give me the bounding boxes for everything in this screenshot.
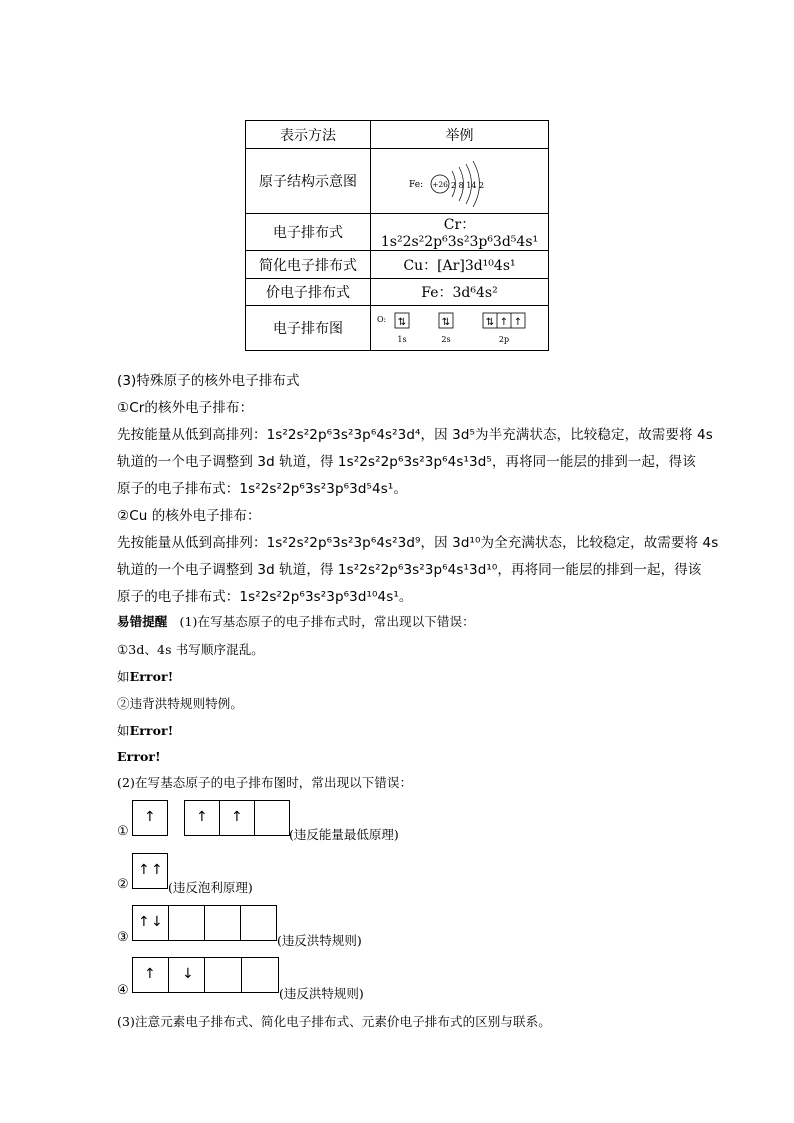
shell-electron-counts: 2 8 14 2 — [450, 181, 484, 190]
diagram-3-number: ③ — [117, 930, 129, 945]
up-arrow-icon: ↑ — [138, 914, 150, 930]
up-arrow-icon: ↑ — [151, 862, 163, 878]
up-arrow-icon: ↑ — [231, 809, 243, 825]
diagram-2-box — [132, 853, 168, 889]
up-arrow-icon: ↑ — [144, 966, 156, 982]
note-text: (1)在写基态原子的电子排布式时，常出现以下错误： — [179, 614, 475, 629]
table-row — [246, 149, 549, 214]
table-row — [246, 306, 549, 351]
table-header-row — [246, 121, 549, 149]
cu-paragraph-line: 原子的电子排布式：1s²2s²2p⁶3s²3p⁶3d¹⁰4s¹。 — [117, 589, 413, 605]
notation-table — [245, 120, 549, 351]
table-cell-example — [371, 306, 549, 351]
oxygen-orbital-diagram — [375, 308, 545, 348]
table-cell-method: 电子排布图 — [246, 306, 371, 351]
orbital-sub-2p: 2p — [498, 335, 509, 344]
up-electron-icon: ↑ — [513, 317, 522, 328]
cu-title: ②Cu 的核外电子排布： — [117, 508, 261, 524]
orbital-label: O: — [376, 315, 386, 324]
orbital-sub-2s: 2s — [440, 335, 451, 344]
example-1-error: Error! — [129, 669, 174, 684]
diagram-4-box — [132, 957, 279, 993]
table-cell-example: Fe：3d⁶4s² — [371, 279, 549, 306]
note-3: (3)注意元素电子排布式、简化电子排布式、元素价电子排布式的区别与联系。 — [117, 1014, 551, 1029]
table-cell-method: 简化电子排布式 — [246, 251, 371, 279]
down-arrow-icon: ↓ — [182, 966, 194, 982]
diagram-3-box — [132, 905, 277, 941]
diagram-1-box-a — [132, 800, 168, 836]
diagram-1-number: ① — [117, 824, 129, 839]
diagram-1-caption: (违反能量最低原理) — [289, 827, 399, 842]
orbital-sub-1s: 1s — [396, 335, 407, 344]
paired-electrons-icon: ⇅ — [397, 317, 406, 328]
fe-atom-structure-diagram — [405, 155, 515, 207]
paired-electrons-icon: ⇅ — [485, 317, 494, 328]
up-arrow-icon: ↑ — [138, 862, 150, 878]
diagram-1-box-b — [184, 800, 290, 836]
fe-label: Fe: — [408, 180, 423, 190]
table-row — [246, 251, 549, 279]
example-1 — [117, 667, 173, 685]
table-cell-example — [371, 149, 549, 214]
cr-paragraph-line: 先按能量从低到高排列：1s²2s²2p⁶3s²3p⁶4s²3d⁴，因 3d⁵为半充满状态，比较稳定，故需要将 4s — [117, 427, 713, 443]
error-3: Error! — [117, 749, 161, 764]
example-1-prefix: 如 — [117, 669, 130, 684]
down-arrow-icon: ↓ — [151, 914, 163, 930]
note-line — [117, 612, 475, 630]
diagram-4-number: ④ — [117, 983, 129, 998]
table-cell-method: 价电子排布式 — [246, 279, 371, 306]
diagram-4-caption: (违反洪特规则) — [279, 986, 364, 1001]
cu-paragraph-line: 轨道的一个电子调整到 3d 轨道，得 1s²2s²2p⁶3s²3p⁶4s¹3d¹⁰，再将同一能层的排到一起，得该 — [117, 562, 702, 578]
error-item-2: ②违背洪特规则特例。 — [117, 696, 244, 711]
cr-title: ①Cr的核外电子排布： — [117, 400, 254, 416]
example-2-prefix: 如 — [117, 723, 130, 738]
paired-electrons-icon: ⇅ — [441, 317, 450, 328]
example-2 — [117, 721, 173, 739]
table-cell-example: Cr：1s²2s²2p⁶3s²3p⁶3d⁵4s¹ — [371, 214, 549, 251]
diagram-3-caption: (违反洪特规则) — [277, 933, 362, 948]
table-header-example: 举例 — [371, 121, 549, 149]
example-2-error: Error! — [129, 723, 174, 738]
section3-title: (3)特殊原子的核外电子排布式 — [117, 373, 300, 389]
table-cell-method: 电子排布式 — [246, 214, 371, 251]
table-row — [246, 214, 549, 251]
up-arrow-icon: ↑ — [144, 809, 156, 825]
error-item-1: ①3d、4s 书写顺序混乱。 — [117, 642, 264, 657]
table-header-method: 表示方法 — [246, 121, 371, 149]
diagram-2-number: ② — [117, 877, 129, 892]
note-label: 易错提醒 — [117, 614, 168, 629]
cr-paragraph-line: 轨道的一个电子调整到 3d 轨道，得 1s²2s²2p⁶3s²3p⁶4s¹3d⁵，再将同一能层的排到一起，得该 — [117, 454, 696, 470]
up-arrow-icon: ↑ — [196, 809, 208, 825]
cr-paragraph-line: 原子的电子排布式：1s²2s²2p⁶3s²3p⁶3d⁵4s¹。 — [117, 481, 407, 497]
note-2: (2)在写基态原子的电子排布图时，常出现以下错误： — [117, 775, 413, 790]
table-row — [246, 279, 549, 306]
diagram-2-caption: (违反泡利原理) — [168, 880, 253, 895]
table-cell-example: Cu：[Ar]3d¹⁰4s¹ — [371, 251, 549, 279]
up-electron-icon: ↑ — [499, 317, 508, 328]
cu-paragraph-line: 先按能量从低到高排列：1s²2s²2p⁶3s²3p⁶4s²3d⁹，因 3d¹⁰为全充满状态，比较稳定，故需要将 4s — [117, 535, 719, 551]
table-cell-method: 原子结构示意图 — [246, 149, 371, 214]
nucleus-charge: +26 — [431, 180, 448, 189]
